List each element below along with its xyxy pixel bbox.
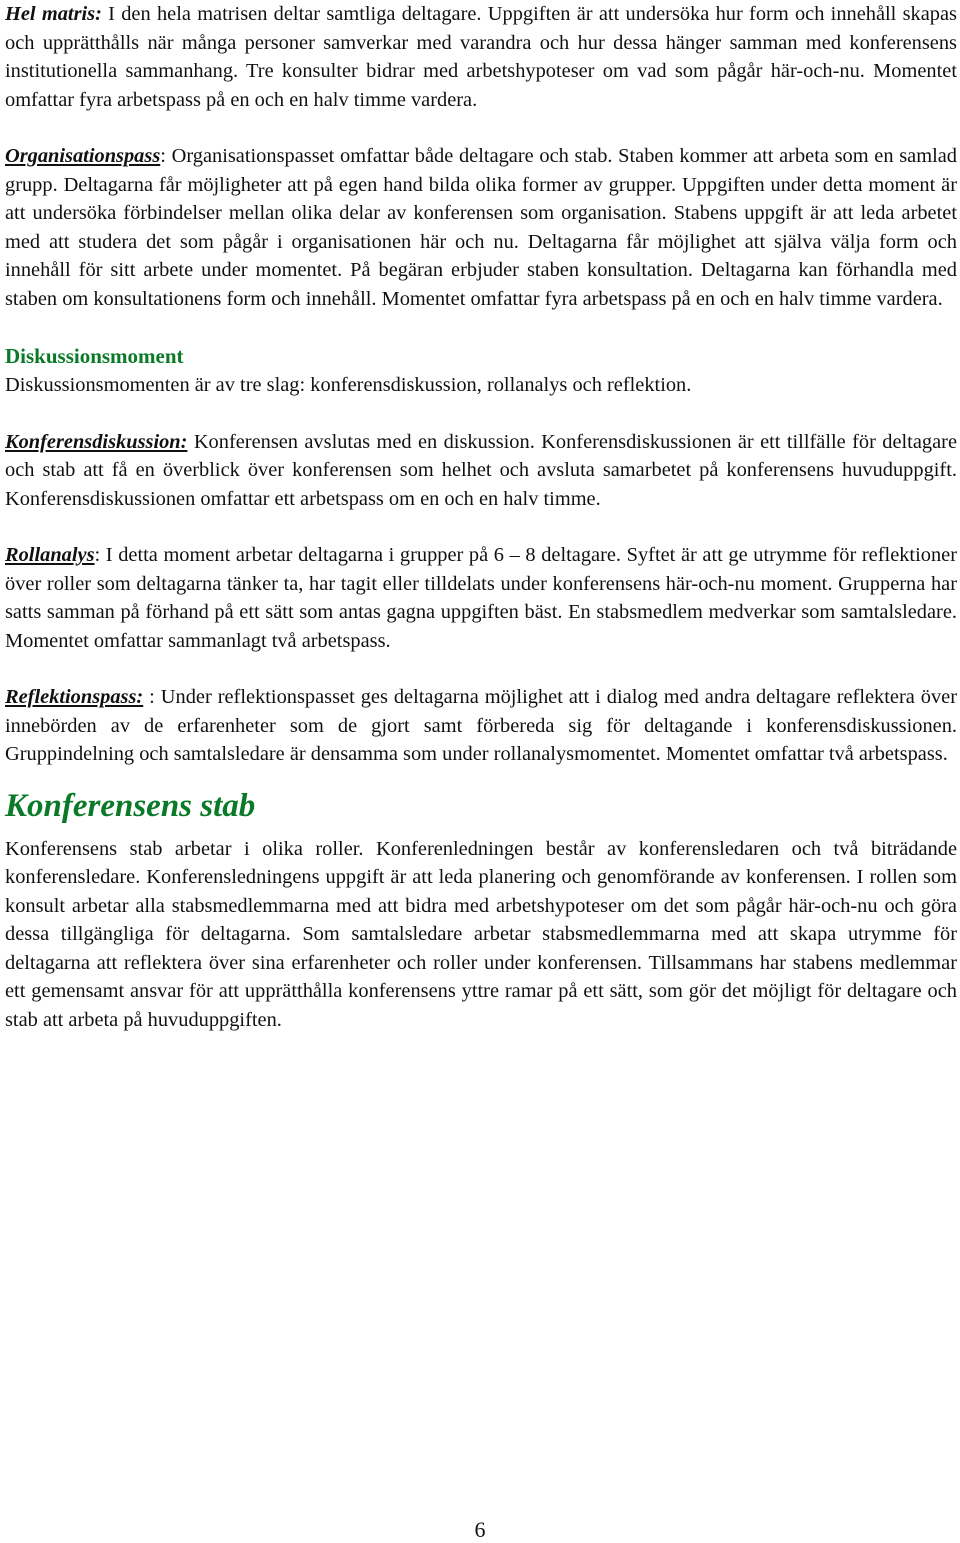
text-rollanalys: : I detta moment arbetar deltagarna i grupper på 6 – 8 deltagare. Syftet är att ge utrymme för reflektioner över roller som deltagarna tänker ta, har tagit eller tilldelats under konferensens här-och-nu moment. Grupperna har satts samman på förhand på ett sätt som antas gagna uppgiften bäst. En stabsmedlem medverkar som samtalsledare. Momentet omfattar sammanlagt två arbetspass. <box>5 544 957 652</box>
paragraph-organisationspass <box>5 142 957 313</box>
paragraph-diskussionsmoment: Diskussionsmomenten är av tre slag: konferensdiskussion, rollanalys och reflektion. <box>5 374 692 396</box>
text-hel-matris: I den hela matrisen deltar samtliga deltagare. Uppgiften är att undersöka hur form och innehåll skapas och upprätthålls när många personer samverkar med varandra och hur dessa hänger samman med konferensens institutionella sammanhang. Tre konsulter bidrar med arbetshypoteser om vad som pågår här-och-nu. Momentet omfattar fyra arbetspass på en och en halv timme vardera. <box>5 3 957 111</box>
paragraph-konferensens-stab: Konferensens stab arbetar i olika roller. Konferenledningen består av konferensledaren och två biträdande konferensledare. Konferensledningens uppgift är att leda planering och genomförande av konferensen. I rollen som konsult arbetar alla stabsmedlemmarna med att bidra med arbetshypoteser om det som pågår här-och-nu och göra dessa tillgängliga för deltagarna. Som samtalsledare arbetar stabsmedlemmarna med att skapa utrymme för deltagarna att reflektera över sina erfarenheter och roller under konferensen. Tillsammans har stabens medlemmar ett gemensamt ansvar för att upprätthålla konferensens yttre ramar på ett sätt, som gör det möjligt för deltagare och stab att arbeta på huvuduppgiften. <box>5 837 957 1031</box>
paragraph-reflektionspass <box>5 683 957 769</box>
lead-reflektionspass: Reflektionspass: <box>5 686 144 708</box>
paragraph-rollanalys <box>5 541 957 655</box>
text-organisationspass: : Organisationspasset omfattar både deltagare och stab. Staben kommer att arbeta som en samlad grupp. Deltagarna får möjligheter att på egen hand bilda olika former av grupper. Uppgiften under detta moment är att undersöka förbindelser mellan olika delar av konferensen som organisation. Stabens uppgift är att leda arbetet med att studera det som pågår i organisationen här och nu. Deltagarna får möjlighet att själva välja form och innehåll för sitt arbete under momentet. På begäran erbjuder staben konsultation. Deltagarna kan förhandla med staben om konsultationens form och innehåll. Momentet omfattar fyra arbetspass på en och en halv timme vardera. <box>5 145 957 310</box>
heading-konferensens-stab: Konferensens stab <box>5 787 256 824</box>
lead-rollanalys: Rollanalys <box>5 544 95 566</box>
page-number: 6 <box>474 1517 486 1542</box>
lead-hel-matris: Hel matris: <box>5 3 102 25</box>
lead-organisationspass: Organisationspass <box>5 145 161 167</box>
heading-diskussionsmoment: Diskussionsmoment <box>5 344 184 368</box>
text-reflektionspass: : Under reflektionspasset ges deltagarna möjlighet att i dialog med andra deltagare reflektera över innebörden av de erfarenheter som de gjort samt förbereda sig för deltagande i konferensdiskussionen. Gruppindelning och samtalsledare är densamma som under rollanalysmomentet. Momentet omfattar två arbetspass. <box>5 686 957 765</box>
paragraph-konferensdiskussion <box>5 428 957 514</box>
text-konferensdiskussion: Konferensen avslutas med en diskussion. Konferensdiskussionen är ett tillfälle för deltagare och stab att få en överblick över konferensen som helhet och avsluta samarbetet på konferensens huvuduppgift. Konferensdiskussionen omfattar ett arbetspass om en och en halv timme. <box>5 430 957 510</box>
document-page <box>5 0 957 1034</box>
paragraph-hel-matris <box>5 0 957 114</box>
lead-konferensdiskussion: Konferensdiskussion: <box>5 430 188 453</box>
